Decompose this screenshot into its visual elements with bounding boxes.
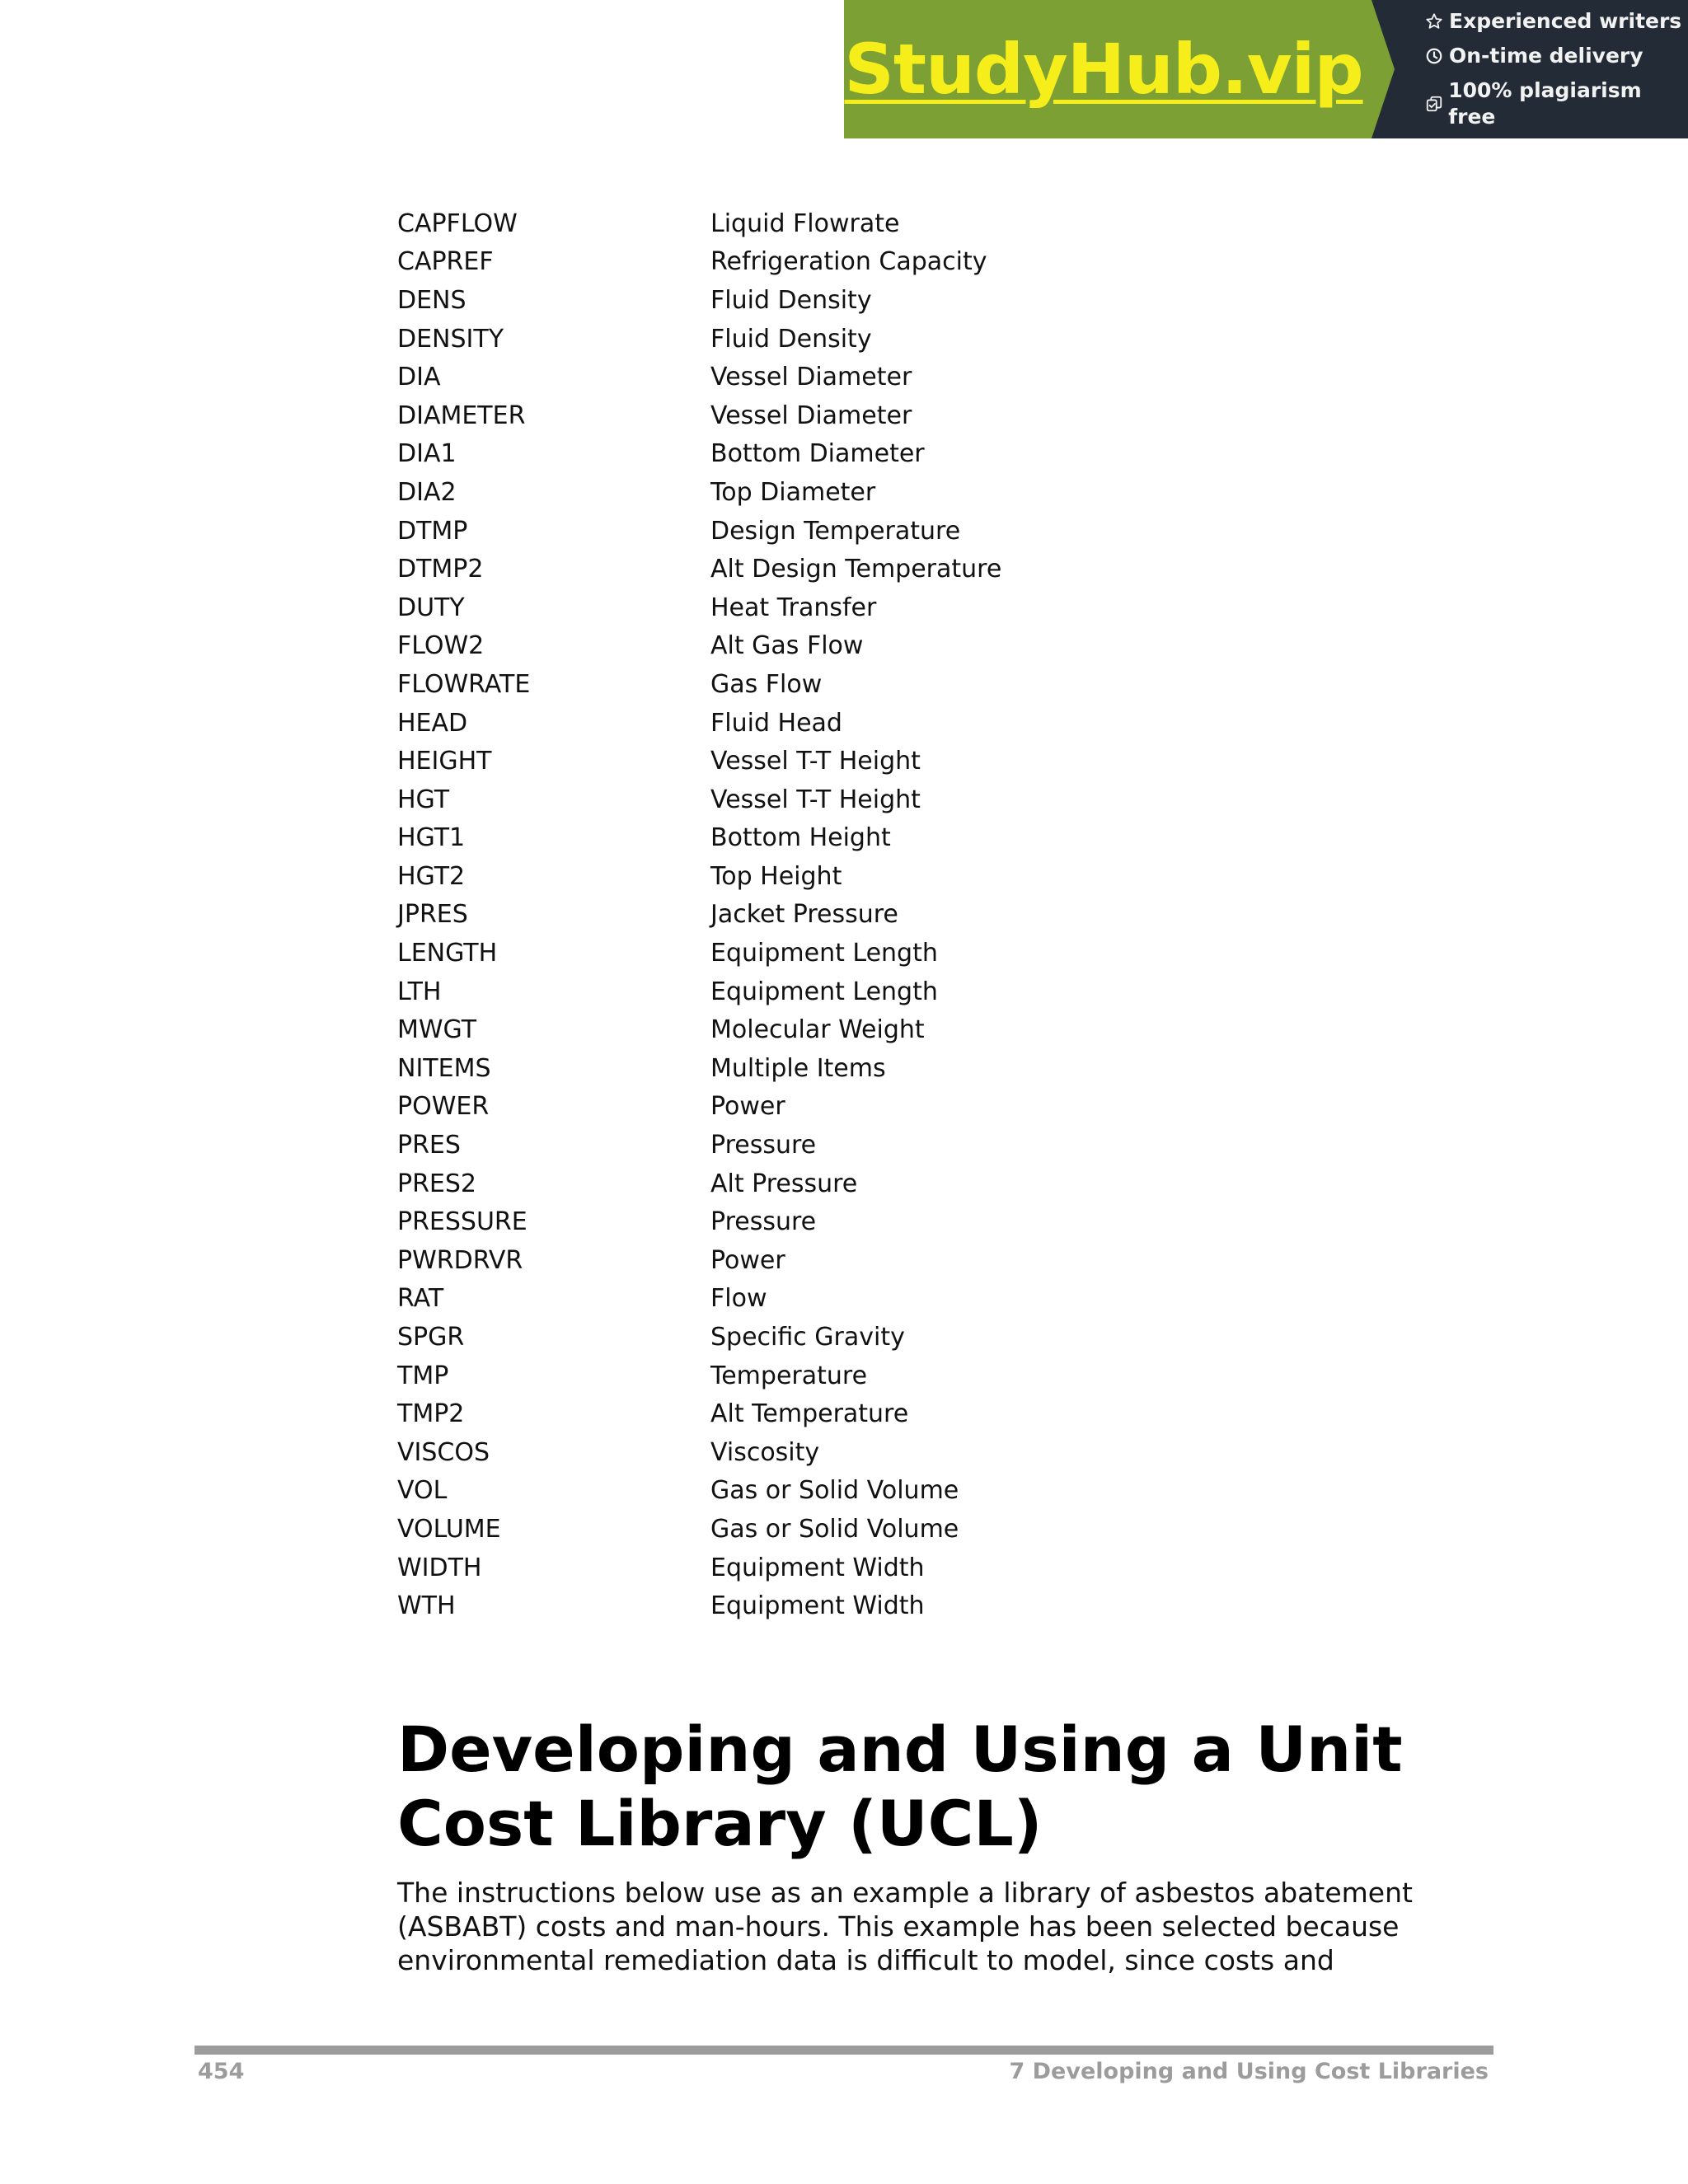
term-code: SPGR — [397, 1323, 465, 1352]
term-description: Equipment Width — [710, 1591, 925, 1621]
term-code: DENS — [397, 285, 467, 315]
term-description: Pressure — [710, 1207, 817, 1237]
term-row — [397, 934, 1386, 972]
term-description: Fluid Head — [710, 708, 842, 738]
term-row — [397, 704, 1386, 743]
term-code: DIA — [397, 363, 441, 392]
term-code: FLOWRATE — [397, 669, 531, 699]
term-row — [397, 588, 1386, 627]
term-description: Viscosity — [710, 1437, 820, 1467]
term-description: Alt Design Temperature — [710, 555, 1002, 584]
banner-features — [1372, 0, 1688, 138]
term-description: Vessel Diameter — [710, 363, 912, 392]
term-row — [397, 1318, 1386, 1357]
star-icon — [1424, 12, 1444, 31]
banner-feature-text: 100% plagiarism free — [1448, 78, 1642, 129]
term-code: MWGT — [397, 1015, 477, 1045]
term-description: Vessel T-T Height — [710, 785, 921, 814]
term-description: Pressure — [710, 1131, 817, 1160]
term-row — [397, 665, 1386, 704]
term-row — [397, 1202, 1386, 1241]
term-row — [397, 1280, 1386, 1319]
term-code: HGT2 — [397, 861, 466, 891]
term-description: Bottom Height — [710, 823, 891, 853]
term-row — [397, 473, 1386, 512]
term-code: HGT1 — [397, 823, 466, 853]
term-description: Power — [710, 1092, 785, 1122]
term-description: Heat Transfer — [710, 593, 877, 622]
term-row — [397, 972, 1386, 1011]
term-code: HGT — [397, 785, 450, 814]
term-code: HEAD — [397, 708, 468, 738]
term-row — [397, 742, 1386, 780]
term-description: Fluid Density — [710, 324, 872, 354]
term-code: PRES2 — [397, 1169, 477, 1198]
term-description: Vessel T-T Height — [710, 747, 921, 776]
term-code: TMP — [397, 1361, 449, 1390]
section-body: The instructions below use as an example a library of asbestos abatement (ASBABT) costs and man-hours. This example has been selected because environmental remediation data is difficult to model, since costs and — [397, 1877, 1413, 1976]
term-code: DIA1 — [397, 439, 457, 469]
term-code: DENSITY — [397, 324, 504, 354]
term-code: VISCOS — [397, 1437, 490, 1467]
banner-feature-text: On-time delivery — [1449, 44, 1643, 68]
term-code: VOLUME — [397, 1514, 501, 1544]
term-description: Equipment Length — [710, 977, 938, 1006]
term-description: Alt Gas Flow — [710, 631, 864, 661]
term-code: DTMP2 — [397, 555, 484, 584]
term-row — [397, 819, 1386, 858]
term-row — [397, 1241, 1386, 1280]
term-code: DIA2 — [397, 477, 457, 507]
banner-feature — [1424, 43, 1688, 69]
chapter-title: 7 Developing and Using Cost Libraries — [1009, 2059, 1489, 2084]
term-row — [397, 512, 1386, 551]
term-list — [397, 204, 1386, 1625]
term-code: POWER — [397, 1092, 490, 1122]
term-description: Specific Gravity — [710, 1323, 905, 1352]
term-description: Vessel Diameter — [710, 401, 912, 430]
term-row — [397, 1049, 1386, 1088]
term-row — [397, 550, 1386, 588]
term-row — [397, 320, 1386, 359]
term-row — [397, 1433, 1386, 1472]
banner-logo-panel — [844, 0, 1372, 138]
term-row — [397, 358, 1386, 396]
term-row — [397, 1586, 1386, 1625]
term-code: RAT — [397, 1284, 444, 1314]
clock-icon — [1424, 46, 1444, 66]
term-description: Temperature — [710, 1361, 868, 1390]
term-description: Alt Temperature — [710, 1399, 909, 1429]
term-row — [397, 1394, 1386, 1433]
term-row — [397, 204, 1386, 243]
term-code: FLOW2 — [397, 631, 485, 661]
banner-logo: StudyHub.vip — [844, 29, 1363, 110]
copy-icon — [1424, 94, 1443, 114]
term-row — [397, 1472, 1386, 1511]
page-number: 454 — [198, 2059, 245, 2084]
term-code: NITEMS — [397, 1053, 491, 1083]
term-description: Multiple Items — [710, 1053, 886, 1083]
term-description: Equipment Length — [710, 939, 938, 968]
term-row — [397, 435, 1386, 474]
term-code: WTH — [397, 1591, 456, 1621]
term-row — [397, 1010, 1386, 1049]
term-description: Bottom Diameter — [710, 439, 925, 469]
term-description: Refrigeration Capacity — [710, 247, 987, 277]
term-code: WIDTH — [397, 1553, 482, 1582]
term-description: Gas Flow — [710, 669, 823, 699]
term-code: PRESSURE — [397, 1207, 528, 1237]
term-row — [397, 1510, 1386, 1549]
banner-feature — [1424, 77, 1688, 130]
term-row — [397, 1165, 1386, 1203]
term-row — [397, 780, 1386, 819]
term-row — [397, 1088, 1386, 1127]
term-row — [397, 1126, 1386, 1165]
term-code: DUTY — [397, 593, 465, 622]
term-code: CAPFLOW — [397, 209, 518, 238]
term-code: JPRES — [397, 900, 468, 930]
term-row — [397, 1549, 1386, 1587]
term-row — [397, 857, 1386, 896]
banner-feature-text: Experienced writers — [1449, 9, 1682, 33]
term-code: DTMP — [397, 516, 468, 546]
term-row — [397, 396, 1386, 435]
term-description: Alt Pressure — [710, 1169, 858, 1198]
term-code: HEIGHT — [397, 747, 492, 776]
studyhub-banner[interactable] — [844, 0, 1688, 138]
term-code: CAPREF — [397, 247, 494, 277]
term-description: Gas or Solid Volume — [710, 1514, 959, 1544]
term-description: Design Temperature — [710, 516, 961, 546]
footer-divider — [195, 2046, 1493, 2055]
term-row — [397, 1357, 1386, 1395]
term-code: PRES — [397, 1131, 461, 1160]
term-description: Power — [710, 1245, 785, 1275]
section-heading: Developing and Using a Unit Cost Library (UCL) — [397, 1713, 1403, 1860]
term-row — [397, 627, 1386, 666]
term-code: DIAMETER — [397, 401, 526, 430]
term-description: Fluid Density — [710, 285, 872, 315]
term-description: Flow — [710, 1284, 767, 1314]
term-description: Equipment Width — [710, 1553, 925, 1582]
term-row — [397, 896, 1386, 935]
term-description: Top Diameter — [710, 477, 876, 507]
term-row — [397, 281, 1386, 320]
banner-feature — [1424, 8, 1688, 35]
term-description: Jacket Pressure — [710, 900, 898, 930]
term-code: LTH — [397, 977, 442, 1006]
term-code: LENGTH — [397, 939, 498, 968]
term-description: Top Height — [710, 861, 842, 891]
term-description: Gas or Solid Volume — [710, 1476, 959, 1506]
term-code: VOL — [397, 1476, 448, 1506]
term-code: TMP2 — [397, 1399, 465, 1429]
term-description: Liquid Flowrate — [710, 209, 900, 238]
term-description: Molecular Weight — [710, 1015, 925, 1045]
term-row — [397, 243, 1386, 282]
term-code: PWRDRVR — [397, 1245, 523, 1275]
